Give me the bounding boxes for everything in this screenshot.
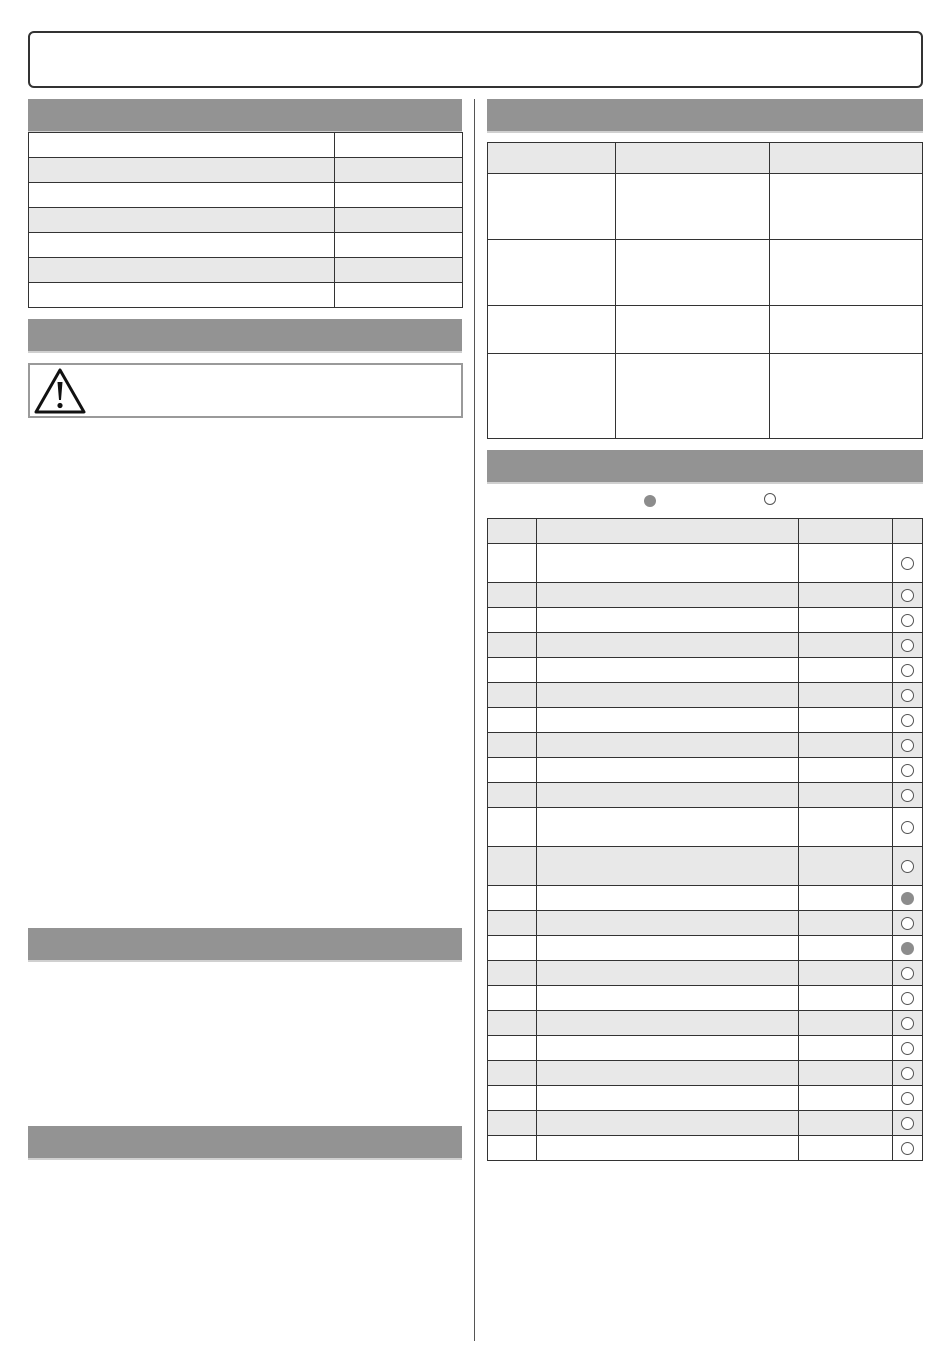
open-circle-icon <box>901 1017 914 1030</box>
column-divider <box>474 99 475 1341</box>
open-circle-icon <box>901 557 914 570</box>
filled-circle-icon <box>901 892 914 905</box>
open-circle-icon <box>901 992 914 1005</box>
open-circle-icon <box>901 639 914 652</box>
open-circle-icon <box>901 1117 914 1130</box>
open-circle-icon <box>901 1092 914 1105</box>
open-circle-icon <box>901 614 914 627</box>
section-header-warnings <box>28 319 462 353</box>
section-header-right-1 <box>487 99 923 133</box>
spec-table <box>28 132 463 308</box>
open-circle-icon <box>764 493 776 505</box>
open-circle-icon <box>901 917 914 930</box>
troubleshooting-table <box>487 142 923 439</box>
open-circle-icon <box>901 789 914 802</box>
filled-circle-icon <box>901 942 914 955</box>
open-circle-icon <box>901 739 914 752</box>
open-circle-icon <box>901 689 914 702</box>
section-header-4 <box>28 1126 462 1160</box>
warning-triangle-icon <box>34 367 86 415</box>
open-circle-icon <box>901 664 914 677</box>
open-circle-icon <box>901 1067 914 1080</box>
filled-circle-icon <box>644 495 656 507</box>
document-title-box <box>28 31 923 88</box>
open-circle-icon <box>901 764 914 777</box>
section-header-specs <box>28 99 462 133</box>
open-circle-icon <box>901 714 914 727</box>
open-circle-icon <box>901 821 914 834</box>
open-circle-icon <box>901 860 914 873</box>
open-circle-icon <box>901 1042 914 1055</box>
open-circle-icon <box>901 1142 914 1155</box>
section-header-3 <box>28 928 462 962</box>
open-circle-icon <box>901 967 914 980</box>
section-header-right-2 <box>487 450 923 484</box>
warning-box <box>28 363 463 418</box>
open-circle-icon <box>901 589 914 602</box>
function-list-table <box>487 518 923 1161</box>
